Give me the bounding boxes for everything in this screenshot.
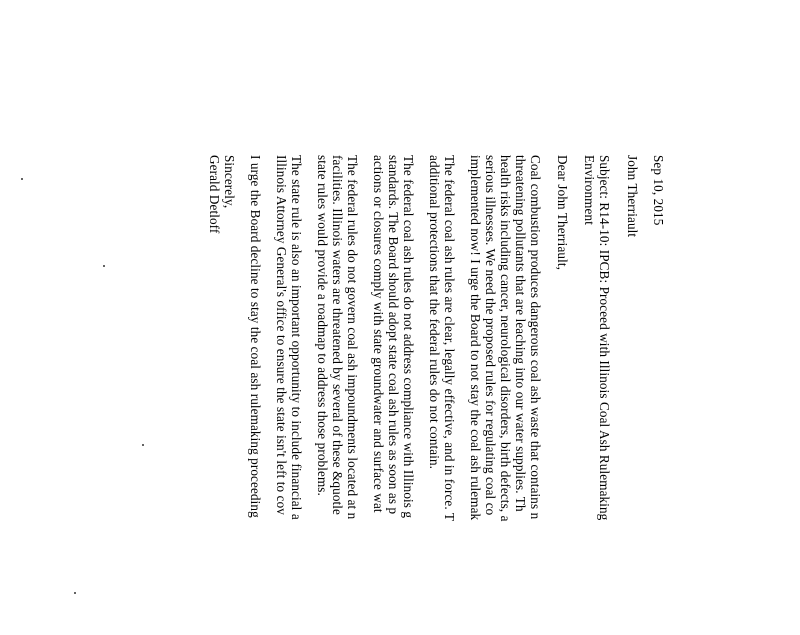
- paragraph-impoundments: [315, 155, 360, 635]
- paragraph-federal-rules: [427, 155, 457, 635]
- letter-date: Sep 10, 2015: [651, 155, 666, 226]
- paragraph-line: serious illnesses. We need the proposed rules for regulating coal co: [483, 155, 498, 516]
- paragraph-line: The state rule is also an important opportunity to include financial a: [289, 155, 304, 520]
- paragraph-line: standards. The Board should adopt state coal ash rules as soon as p: [386, 155, 401, 515]
- letter-subject: [582, 155, 612, 635]
- scan-speck: [142, 444, 144, 446]
- scan-speck: [21, 178, 23, 180]
- paragraph-line: health risks including cancer, neurological disorders, birth defects, a: [498, 155, 513, 522]
- letter-recipient: John Therriault: [625, 155, 640, 238]
- scan-speck: [74, 592, 76, 594]
- paragraph-compliance: [371, 155, 416, 635]
- paragraph-line: Coal combustion produces dangerous coal ash waste that contains n: [528, 155, 543, 520]
- paragraph-financial: [274, 155, 304, 635]
- paragraph-urge: [248, 155, 263, 635]
- letter-page: [207, 155, 666, 635]
- scan-speck: [103, 265, 105, 267]
- paragraph-health-risks: [468, 155, 543, 635]
- letter-signature: Gerald Detloff: [207, 155, 222, 234]
- paragraph-line: The federal coal ash rules do not address compliance with Illinois g: [401, 155, 416, 519]
- letter-salutation: Dear John Therriault,: [555, 155, 570, 271]
- paragraph-line: state rules would provide a roadmap to address those problems.: [315, 155, 330, 496]
- subject-line: Subject: R14-10: IPCB: Proceed with Illinois Coal Ash Rulemaking: [597, 155, 612, 521]
- subject-line: Environment: [582, 155, 597, 225]
- paragraph-line: The federal rules do not govern coal ash impoundments located at n: [345, 155, 360, 520]
- paragraph-line: actions or closures comply with state groundwater and surface wat: [371, 155, 386, 513]
- paragraph-line: The federal coal ash rules are clear, legally effective, and in force. T: [442, 155, 457, 522]
- paragraph-line: threatening pollutants that are leaching into our water supplies. Th: [513, 155, 528, 512]
- paragraph-line: implemented now! I urge the Board to not stay the coal ash rulemak: [468, 155, 483, 521]
- paragraph-line: additional protections that the federal rules do not contain.: [427, 155, 442, 470]
- paragraph-line: facilities. Illinois waters are threatened by several of these &quotle: [330, 155, 345, 515]
- letter-closing: Sincerely,: [222, 155, 237, 209]
- paragraph-line: Illinois Attorney General's office to ensure the state isn't left to cov: [274, 155, 289, 515]
- paragraph-line: I urge the Board decline to stay the coal ash rulemaking proceeding: [248, 155, 263, 518]
